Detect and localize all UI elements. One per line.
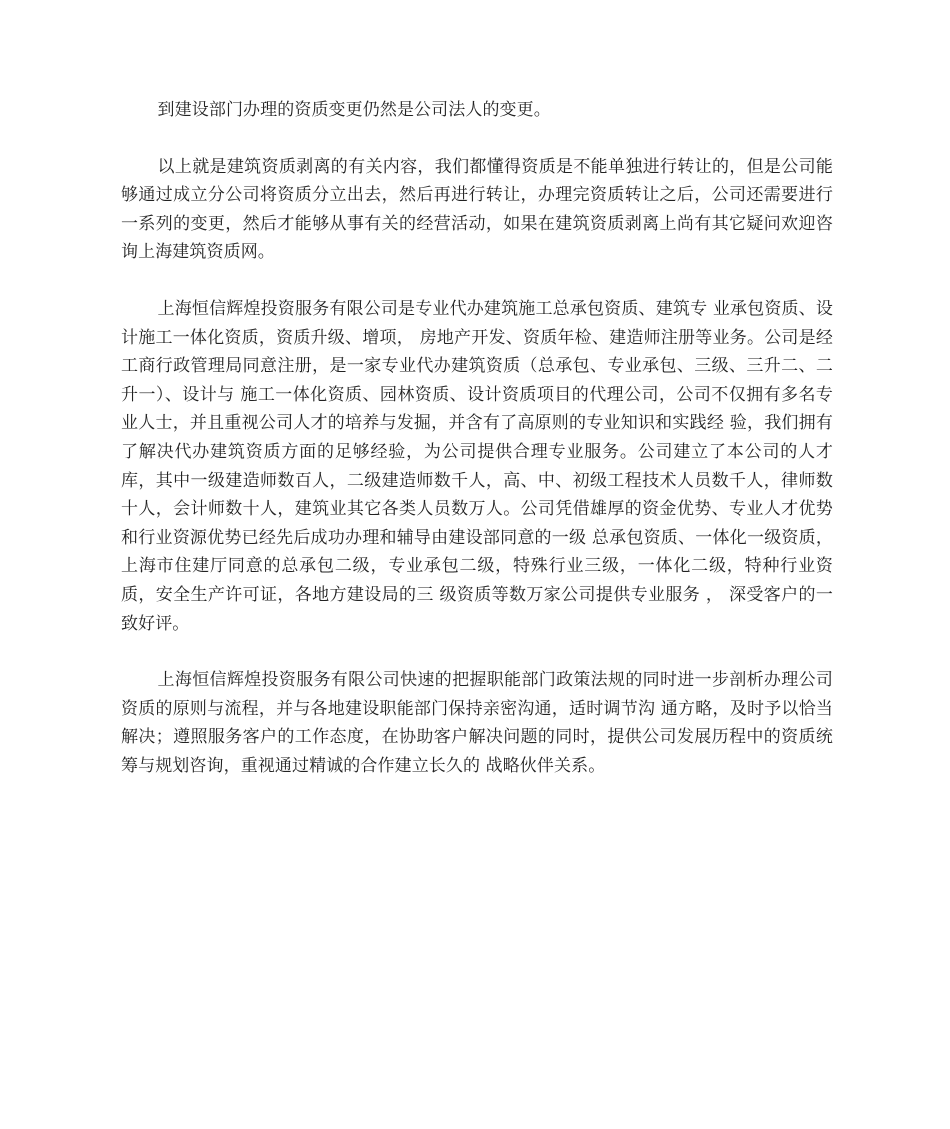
document-body xyxy=(121,96,833,808)
paragraph-1: 到建设部门办理的资质变更仍然是公司法人的变更。 xyxy=(157,100,551,120)
paragraph-3: 上海恒信辉煌投资服务有限公司是专业代办建筑施工总承包资质、建筑专 业承包资质、设计施工一体化资质，资质升级、增项， 房地产开发、资质年检、建造师注册等业务。公司是经工商行政管理局同意注册，是一家专业代办建筑资质（总承包、专业承包、三级、三升二、二升一）、设计与 施工一体化资质、园林资质、设计资质项目的代理公司，公司不仅拥有多名专业人士，并且重视公司人才的培养与发掘，并含有了高原则的专业知识和实践经 验，我们拥有了解决代办建筑资质方面的足够经验，为公司提供合理专业服务。公司建立了本公司的人才库，其中一级建造师数百人，二级建造师数千人，高、中、初级工程技术人员数千人，律师数十人，会计师数十人，建筑业其它各类人员数万人。公司凭借雄厚的资金优势、专业人才优势和行业资源优势已经先后成功办理和辅导由建设部同意的一级 总承包资质、一体化一级资质，上海市住建厅同意的总承包二级，专业承包二级，特殊行业三级，一体化二级，特种行业资质，安全生产许可证，各地方建设局的三 级资质等数万家公司提供专业服务 ， 深受客户的一致好评。 xyxy=(121,298,833,634)
paragraph-2: 以上就是建筑资质剥离的有关内容，我们都懂得资质是不能单独进行转让的，但是公司能够通过成立分公司将资质分立出去，然后再进行转让，办理完资质转让之后，公司还需要进行一系列的变更，然后才能够从事有关的经营活动，如果在建筑资质剥离上尚有其它疑问欢迎咨询上海建筑资质网。 xyxy=(121,156,833,263)
paragraph-4: 上海恒信辉煌投资服务有限公司快速的把握职能部门政策法规的同时进一步剖析办理公司资质的原则与流程，并与各地建设职能部门保持亲密沟通，适时调节沟 通方略，及时予以恰当解决；遵照服务客户的工作态度，在协助客户解决问题的同时，提供公司发展历程中的资质统筹与规划咨询，重视通过精诚的合作建立长久的 战略伙伴关系。 xyxy=(121,670,833,776)
